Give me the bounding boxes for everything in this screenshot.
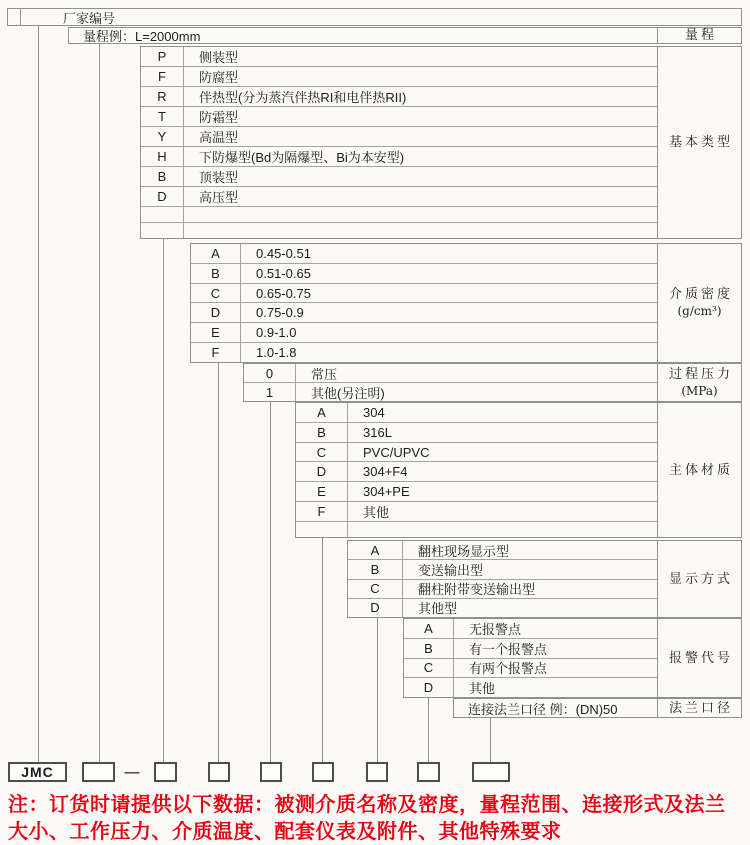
- code-box-density: [208, 762, 230, 782]
- desc-cell: 304+F4: [363, 464, 408, 480]
- section-label-line1: 介质密度: [668, 287, 733, 302]
- table-row: [141, 147, 657, 167]
- display-mode-rows: [348, 541, 657, 617]
- alarm-code-section-label: 报警代号: [657, 619, 741, 697]
- medium-density-section-label: [657, 244, 741, 362]
- desc-cell: [184, 223, 657, 238]
- desc-cell: 其他: [363, 505, 390, 521]
- order-note-line2: 大小、工作压力、介质温度、配套仪表及附件、其他特殊要求: [8, 821, 562, 843]
- table-row: [348, 580, 657, 599]
- section-alarm-code: [403, 618, 742, 698]
- table-row: [191, 323, 657, 343]
- body-material-section-label: 主体材质: [657, 403, 741, 537]
- alarm-code-rows: [404, 619, 657, 697]
- desc-cell: 顶装型: [199, 169, 239, 185]
- table-row: [141, 167, 657, 187]
- range-example-row: [68, 27, 742, 44]
- desc-cell: 无报警点: [469, 621, 522, 637]
- desc-cell: 0.45-0.51: [256, 245, 311, 261]
- desc-cell: 防霜型: [199, 109, 239, 125]
- process-pressure-section-label: [657, 364, 741, 401]
- code-box-material: [312, 762, 334, 782]
- table-row: [296, 462, 657, 482]
- section-body-material: [295, 402, 742, 538]
- table-row: [348, 599, 657, 617]
- table-row: [296, 403, 657, 423]
- connector-line-alarm: [428, 698, 429, 762]
- code-cell: D: [348, 599, 403, 617]
- code-box-display: [366, 762, 388, 782]
- medium-density-rows: [191, 244, 657, 362]
- desc-cell: 防腐型: [199, 69, 239, 85]
- desc-cell: 伴热型(分为蒸汽伴热RI和电伴热RII): [199, 89, 407, 105]
- connector-line-pressure: [270, 402, 271, 762]
- code-cell: 1: [244, 383, 296, 401]
- code-cell: F: [296, 502, 348, 521]
- table-row: [191, 264, 657, 284]
- code-cell: R: [141, 87, 184, 106]
- code-box-basic-type: [154, 762, 177, 782]
- connector-line-display: [377, 618, 378, 762]
- desc-cell: 常压: [311, 366, 338, 382]
- manufacturer-code-left-cell: [8, 9, 21, 25]
- desc-cell: 304+PE: [363, 484, 410, 500]
- code-box-flange: [472, 762, 510, 782]
- table-row: [141, 67, 657, 87]
- connector-line-basic-type: [163, 239, 164, 762]
- desc-cell: 翻柱现场显示型: [418, 543, 510, 559]
- section-display-mode: [347, 540, 742, 618]
- table-row: [191, 343, 657, 362]
- flange-diameter-row: [453, 698, 742, 718]
- table-row: [404, 619, 657, 639]
- code-cell: B: [296, 423, 348, 442]
- process-pressure-rows: [244, 364, 657, 401]
- connector-line-flange: [490, 718, 491, 762]
- code-cell: Y: [141, 127, 184, 146]
- code-cell: D: [296, 462, 348, 481]
- section-medium-density: [190, 243, 742, 363]
- flange-diameter-section-label: 法兰口径: [657, 699, 741, 717]
- table-row: [191, 303, 657, 323]
- section-label-line2: (g/cm³): [677, 304, 722, 318]
- section-process-pressure: [243, 363, 742, 402]
- code-cell: D: [404, 678, 454, 697]
- code-cell: B: [404, 639, 454, 658]
- desc-cell: 有两个报警点: [469, 661, 548, 677]
- table-row: [404, 678, 657, 697]
- code-box-range: [82, 762, 115, 782]
- desc-cell: [184, 207, 657, 222]
- order-note: [8, 792, 748, 845]
- code-cell: T: [141, 107, 184, 126]
- table-row: [404, 639, 657, 659]
- manufacturer-code-label: 厂家编号: [63, 10, 116, 26]
- code-cell: C: [404, 659, 454, 678]
- desc-cell: 0.9-1.0: [256, 325, 297, 341]
- table-row: [296, 482, 657, 502]
- desc-cell: 316L: [363, 424, 392, 440]
- table-row: [141, 187, 657, 207]
- desc-cell: 0.75-0.9: [256, 305, 304, 321]
- model-code-dash: —: [124, 763, 140, 781]
- manufacturer-code-row: [7, 8, 742, 26]
- table-row: [404, 659, 657, 679]
- code-cell: E: [296, 482, 348, 501]
- code-cell: B: [191, 264, 241, 283]
- desc-cell: 翻柱附带变送输出型: [418, 582, 536, 598]
- code-cell: F: [141, 67, 184, 86]
- table-row-empty: [141, 207, 657, 223]
- code-cell: A: [404, 619, 454, 638]
- code-box-pressure: [260, 762, 282, 782]
- desc-cell: 304: [363, 404, 385, 420]
- connector-line-density: [218, 363, 219, 762]
- connector-line-range: [99, 44, 100, 762]
- code-cell: A: [348, 541, 403, 559]
- connector-line-material: [322, 538, 323, 762]
- connector-line-manufacturer: [38, 26, 39, 762]
- table-row: [296, 502, 657, 522]
- code-cell: 0: [244, 364, 296, 382]
- table-row-empty: [141, 223, 657, 238]
- code-cell: H: [141, 147, 184, 166]
- table-row: [296, 423, 657, 443]
- desc-cell: 高温型: [199, 129, 239, 145]
- table-row: [141, 127, 657, 147]
- display-mode-section-label: 显示方式: [657, 541, 741, 617]
- table-row: [191, 244, 657, 264]
- section-basic-type: [140, 46, 742, 239]
- table-row: [141, 107, 657, 127]
- desc-cell: 有一个报警点: [469, 641, 548, 657]
- order-note-line1: 注：订货时请提供以下数据：被测介质名称及密度，量程范围、连接形式及法兰: [8, 794, 726, 816]
- table-row: [296, 443, 657, 463]
- section-label-line1: 过程压力: [668, 366, 733, 382]
- code-cell: [141, 223, 184, 238]
- desc-cell: 0.51-0.65: [256, 265, 311, 281]
- desc-cell: 高压型: [199, 189, 239, 205]
- code-cell: F: [191, 343, 241, 362]
- code-cell: B: [141, 167, 184, 186]
- body-material-rows: [296, 403, 657, 537]
- desc-cell: 下防爆型(Bd为隔爆型、Bi为本安型): [199, 149, 405, 165]
- desc-cell: 其他型: [418, 601, 458, 617]
- desc-cell: 侧装型: [199, 49, 239, 65]
- section-label-line2: (MPa): [681, 383, 718, 398]
- desc-cell: 1.0-1.8: [256, 345, 297, 361]
- code-cell: C: [296, 443, 348, 462]
- flange-diameter-text: 连接法兰口径 例：(DN)50: [468, 701, 618, 717]
- code-cell: [141, 207, 184, 222]
- code-cell: A: [296, 403, 348, 422]
- desc-cell: 其他(另注明): [311, 385, 385, 401]
- code-cell: D: [191, 303, 241, 322]
- desc-cell: [348, 522, 657, 537]
- range-example-text: 量程例：L=2000mm: [83, 29, 201, 44]
- code-cell: C: [191, 284, 241, 303]
- basic-type-section-label: 基本类型: [657, 47, 741, 238]
- code-cell: [296, 522, 348, 537]
- code-cell: P: [141, 47, 184, 66]
- desc-cell: PVC/UPVC: [363, 444, 430, 460]
- model-prefix-box: JMC: [8, 762, 67, 782]
- table-row: [191, 284, 657, 304]
- table-row: [141, 87, 657, 107]
- table-row: [244, 383, 657, 401]
- desc-cell: 其他: [469, 681, 496, 697]
- table-row: [348, 560, 657, 579]
- table-row: [141, 47, 657, 67]
- code-cell: C: [348, 580, 403, 598]
- table-row: [348, 541, 657, 560]
- code-cell: E: [191, 323, 241, 342]
- code-cell: B: [348, 560, 403, 578]
- desc-cell: 0.65-0.75: [256, 285, 311, 301]
- desc-cell: 变送输出型: [418, 562, 484, 578]
- code-box-alarm: [417, 762, 440, 782]
- table-row-empty: [296, 522, 657, 537]
- range-section-label: 量程: [657, 28, 741, 43]
- table-row: [244, 364, 657, 383]
- code-cell: D: [141, 187, 184, 206]
- code-cell: A: [191, 244, 241, 263]
- basic-type-rows: [141, 47, 657, 238]
